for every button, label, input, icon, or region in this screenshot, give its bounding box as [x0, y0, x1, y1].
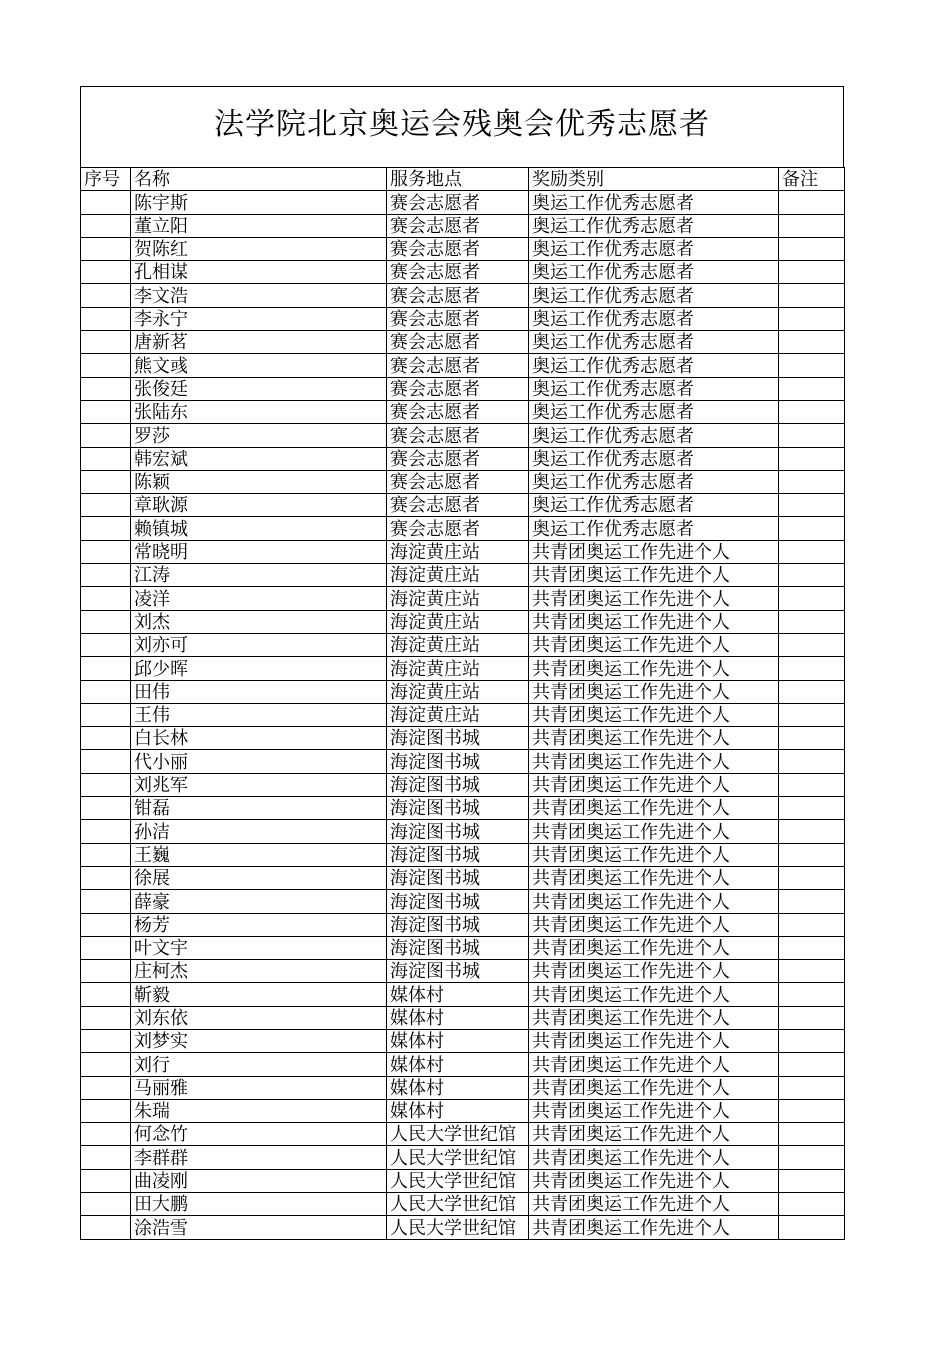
name-cell: 陈颖: [131, 470, 387, 493]
seq-cell: [81, 1123, 131, 1146]
award-cell: 共青团奥运工作先进个人: [529, 1029, 779, 1052]
table-row: [81, 820, 845, 843]
table-row: [81, 983, 845, 1006]
seq-cell: [81, 890, 131, 913]
note-cell: [779, 1076, 845, 1099]
name-cell: 罗莎: [131, 424, 387, 447]
award-cell: 共青团奥运工作先进个人: [529, 1006, 779, 1029]
note-cell: [779, 960, 845, 983]
note-cell: [779, 1053, 845, 1076]
name-cell: 李文浩: [131, 284, 387, 307]
award-cell: 奥运工作优秀志愿者: [529, 354, 779, 377]
award-cell: 共青团奥运工作先进个人: [529, 727, 779, 750]
seq-cell: [81, 470, 131, 493]
name-cell: 唐新茗: [131, 331, 387, 354]
name-cell: 何念竹: [131, 1123, 387, 1146]
table-row: [81, 680, 845, 703]
note-cell: [779, 377, 845, 400]
name-cell: 杨芳: [131, 913, 387, 936]
note-cell: [779, 1146, 845, 1169]
award-cell: 共青团奥运工作先进个人: [529, 820, 779, 843]
note-cell: [779, 1029, 845, 1052]
location-cell: 海淀图书城: [387, 727, 529, 750]
location-cell: 海淀黄庄站: [387, 564, 529, 587]
award-cell: 共青团奥运工作先进个人: [529, 540, 779, 563]
award-cell: 奥运工作优秀志愿者: [529, 331, 779, 354]
note-cell: [779, 610, 845, 633]
location-cell: 海淀黄庄站: [387, 657, 529, 680]
note-cell: [779, 237, 845, 260]
table-row: [81, 773, 845, 796]
name-cell: 张俊廷: [131, 377, 387, 400]
seq-cell: [81, 331, 131, 354]
seq-cell: [81, 191, 131, 214]
name-cell: 庄柯杰: [131, 960, 387, 983]
note-cell: [779, 494, 845, 517]
name-cell: 董立阳: [131, 214, 387, 237]
award-cell: 奥运工作优秀志愿者: [529, 447, 779, 470]
location-cell: 媒体村: [387, 1053, 529, 1076]
note-cell: [779, 773, 845, 796]
table-row: [81, 936, 845, 959]
award-cell: 奥运工作优秀志愿者: [529, 517, 779, 540]
award-cell: 奥运工作优秀志愿者: [529, 261, 779, 284]
note-cell: [779, 1169, 845, 1192]
name-cell: 贺陈红: [131, 237, 387, 260]
note-cell: [779, 424, 845, 447]
table-body: [81, 191, 845, 1239]
location-cell: 赛会志愿者: [387, 261, 529, 284]
location-cell: 赛会志愿者: [387, 191, 529, 214]
note-cell: [779, 750, 845, 773]
location-cell: 赛会志愿者: [387, 377, 529, 400]
table-row: [81, 400, 845, 423]
note-cell: [779, 540, 845, 563]
name-cell: 常晓明: [131, 540, 387, 563]
award-cell: 奥运工作优秀志愿者: [529, 400, 779, 423]
note-cell: [779, 331, 845, 354]
note-cell: [779, 517, 845, 540]
seq-cell: [81, 1006, 131, 1029]
table-row: [81, 633, 845, 656]
seq-cell: [81, 657, 131, 680]
location-cell: 海淀黄庄站: [387, 587, 529, 610]
location-cell: 海淀黄庄站: [387, 680, 529, 703]
table-row: [81, 447, 845, 470]
note-cell: [779, 191, 845, 214]
award-cell: 共青团奥运工作先进个人: [529, 703, 779, 726]
name-cell: 刘杰: [131, 610, 387, 633]
seq-cell: [81, 261, 131, 284]
location-cell: 赛会志愿者: [387, 307, 529, 330]
award-cell: 共青团奥运工作先进个人: [529, 913, 779, 936]
note-cell: [779, 936, 845, 959]
award-cell: 共青团奥运工作先进个人: [529, 680, 779, 703]
document-title: 法学院北京奥运会残奥会优秀志愿者: [214, 107, 710, 142]
location-cell: 海淀图书城: [387, 890, 529, 913]
note-cell: [779, 1099, 845, 1122]
table-row: [81, 1216, 845, 1239]
name-cell: 陈宇斯: [131, 191, 387, 214]
name-cell: 徐展: [131, 866, 387, 889]
note-cell: [779, 587, 845, 610]
location-cell: 海淀图书城: [387, 820, 529, 843]
table-row: [81, 564, 845, 587]
name-cell: 王巍: [131, 843, 387, 866]
note-cell: [779, 913, 845, 936]
location-cell: 人民大学世纪馆: [387, 1193, 529, 1216]
seq-cell: [81, 680, 131, 703]
table-row: [81, 494, 845, 517]
award-cell: 奥运工作优秀志愿者: [529, 191, 779, 214]
table-row: [81, 377, 845, 400]
award-cell: 奥运工作优秀志愿者: [529, 494, 779, 517]
name-cell: 叶文宇: [131, 936, 387, 959]
table-row: [81, 843, 845, 866]
table-row: [81, 1006, 845, 1029]
name-cell: 刘行: [131, 1053, 387, 1076]
award-cell: 奥运工作优秀志愿者: [529, 237, 779, 260]
location-cell: 赛会志愿者: [387, 517, 529, 540]
location-cell: 海淀图书城: [387, 797, 529, 820]
table-row: [81, 913, 845, 936]
location-cell: 媒体村: [387, 983, 529, 1006]
note-cell: [779, 447, 845, 470]
seq-cell: [81, 866, 131, 889]
name-cell: 钳磊: [131, 797, 387, 820]
award-cell: 共青团奥运工作先进个人: [529, 1193, 779, 1216]
award-cell: 共青团奥运工作先进个人: [529, 1053, 779, 1076]
location-cell: 人民大学世纪馆: [387, 1146, 529, 1169]
seq-cell: [81, 610, 131, 633]
document-sheet: [80, 86, 844, 1240]
table-row: [81, 750, 845, 773]
volunteer-table: [80, 167, 845, 1240]
seq-cell: [81, 1076, 131, 1099]
note-cell: [779, 400, 845, 423]
table-row: [81, 540, 845, 563]
award-cell: 奥运工作优秀志愿者: [529, 377, 779, 400]
header-award: 奖励类别: [529, 168, 779, 191]
location-cell: 海淀黄庄站: [387, 610, 529, 633]
table-row: [81, 1076, 845, 1099]
note-cell: [779, 657, 845, 680]
award-cell: 共青团奥运工作先进个人: [529, 1076, 779, 1099]
name-cell: 孔相谋: [131, 261, 387, 284]
location-cell: 赛会志愿者: [387, 214, 529, 237]
title-box: [80, 86, 844, 168]
name-cell: 靳毅: [131, 983, 387, 1006]
award-cell: 共青团奥运工作先进个人: [529, 983, 779, 1006]
seq-cell: [81, 1193, 131, 1216]
award-cell: 共青团奥运工作先进个人: [529, 866, 779, 889]
note-cell: [779, 703, 845, 726]
table-row: [81, 1146, 845, 1169]
table-row: [81, 307, 845, 330]
name-cell: 曲凌刚: [131, 1169, 387, 1192]
name-cell: 朱瑞: [131, 1099, 387, 1122]
table-row: [81, 470, 845, 493]
name-cell: 江涛: [131, 564, 387, 587]
location-cell: 海淀图书城: [387, 866, 529, 889]
note-cell: [779, 633, 845, 656]
name-cell: 代小丽: [131, 750, 387, 773]
award-cell: 共青团奥运工作先进个人: [529, 610, 779, 633]
header-note: 备注: [779, 168, 845, 191]
name-cell: 田大鹏: [131, 1193, 387, 1216]
note-cell: [779, 890, 845, 913]
note-cell: [779, 843, 845, 866]
seq-cell: [81, 447, 131, 470]
name-cell: 刘亦可: [131, 633, 387, 656]
name-cell: 赖镇城: [131, 517, 387, 540]
location-cell: 海淀黄庄站: [387, 540, 529, 563]
award-cell: 共青团奥运工作先进个人: [529, 843, 779, 866]
seq-cell: [81, 913, 131, 936]
table-row: [81, 1029, 845, 1052]
table-row: [81, 261, 845, 284]
award-cell: 奥运工作优秀志愿者: [529, 284, 779, 307]
note-cell: [779, 797, 845, 820]
header-seq: 序号: [81, 168, 131, 191]
seq-cell: [81, 307, 131, 330]
table-row: [81, 1099, 845, 1122]
table-row: [81, 890, 845, 913]
seq-cell: [81, 960, 131, 983]
award-cell: 共青团奥运工作先进个人: [529, 1123, 779, 1146]
seq-cell: [81, 936, 131, 959]
location-cell: 媒体村: [387, 1076, 529, 1099]
award-cell: 共青团奥运工作先进个人: [529, 1146, 779, 1169]
table-header-row: [81, 168, 845, 191]
award-cell: 共青团奥运工作先进个人: [529, 797, 779, 820]
name-cell: 田伟: [131, 680, 387, 703]
seq-cell: [81, 633, 131, 656]
table-row: [81, 727, 845, 750]
table-row: [81, 1123, 845, 1146]
note-cell: [779, 564, 845, 587]
award-cell: 共青团奥运工作先进个人: [529, 1216, 779, 1239]
location-cell: 海淀图书城: [387, 843, 529, 866]
seq-cell: [81, 797, 131, 820]
table-row: [81, 960, 845, 983]
name-cell: 涂浩雪: [131, 1216, 387, 1239]
location-cell: 赛会志愿者: [387, 424, 529, 447]
seq-cell: [81, 1169, 131, 1192]
award-cell: 共青团奥运工作先进个人: [529, 587, 779, 610]
location-cell: 海淀图书城: [387, 750, 529, 773]
location-cell: 媒体村: [387, 1006, 529, 1029]
location-cell: 人民大学世纪馆: [387, 1216, 529, 1239]
note-cell: [779, 470, 845, 493]
name-cell: 刘兆军: [131, 773, 387, 796]
seq-cell: [81, 237, 131, 260]
seq-cell: [81, 494, 131, 517]
seq-cell: [81, 540, 131, 563]
award-cell: 奥运工作优秀志愿者: [529, 424, 779, 447]
name-cell: 章耿源: [131, 494, 387, 517]
name-cell: 邱少晖: [131, 657, 387, 680]
location-cell: 赛会志愿者: [387, 400, 529, 423]
note-cell: [779, 1216, 845, 1239]
table-row: [81, 214, 845, 237]
seq-cell: [81, 564, 131, 587]
award-cell: 共青团奥运工作先进个人: [529, 773, 779, 796]
table-row: [81, 354, 845, 377]
location-cell: 海淀黄庄站: [387, 633, 529, 656]
note-cell: [779, 866, 845, 889]
seq-cell: [81, 983, 131, 1006]
location-cell: 赛会志愿者: [387, 494, 529, 517]
table-row: [81, 657, 845, 680]
seq-cell: [81, 843, 131, 866]
table-row: [81, 331, 845, 354]
location-cell: 海淀黄庄站: [387, 703, 529, 726]
award-cell: 共青团奥运工作先进个人: [529, 890, 779, 913]
name-cell: 刘梦实: [131, 1029, 387, 1052]
note-cell: [779, 214, 845, 237]
name-cell: 刘东依: [131, 1006, 387, 1029]
table-row: [81, 610, 845, 633]
table-row: [81, 517, 845, 540]
seq-cell: [81, 773, 131, 796]
table-row: [81, 1193, 845, 1216]
seq-cell: [81, 1216, 131, 1239]
note-cell: [779, 1006, 845, 1029]
location-cell: 赛会志愿者: [387, 284, 529, 307]
award-cell: 共青团奥运工作先进个人: [529, 657, 779, 680]
seq-cell: [81, 377, 131, 400]
award-cell: 奥运工作优秀志愿者: [529, 470, 779, 493]
name-cell: 马丽雅: [131, 1076, 387, 1099]
note-cell: [779, 307, 845, 330]
location-cell: 媒体村: [387, 1099, 529, 1122]
seq-cell: [81, 214, 131, 237]
award-cell: 共青团奥运工作先进个人: [529, 936, 779, 959]
seq-cell: [81, 727, 131, 750]
location-cell: 海淀图书城: [387, 960, 529, 983]
award-cell: 共青团奥运工作先进个人: [529, 1099, 779, 1122]
location-cell: 赛会志愿者: [387, 354, 529, 377]
note-cell: [779, 354, 845, 377]
table-row: [81, 424, 845, 447]
note-cell: [779, 680, 845, 703]
location-cell: 海淀图书城: [387, 913, 529, 936]
location-cell: 人民大学世纪馆: [387, 1123, 529, 1146]
seq-cell: [81, 1099, 131, 1122]
award-cell: 共青团奥运工作先进个人: [529, 1169, 779, 1192]
table-row: [81, 797, 845, 820]
award-cell: 共青团奥运工作先进个人: [529, 750, 779, 773]
table-row: [81, 237, 845, 260]
note-cell: [779, 983, 845, 1006]
name-cell: 孙洁: [131, 820, 387, 843]
location-cell: 赛会志愿者: [387, 237, 529, 260]
award-cell: 奥运工作优秀志愿者: [529, 307, 779, 330]
seq-cell: [81, 424, 131, 447]
seq-cell: [81, 1029, 131, 1052]
seq-cell: [81, 284, 131, 307]
award-cell: 共青团奥运工作先进个人: [529, 564, 779, 587]
name-cell: 白长林: [131, 727, 387, 750]
seq-cell: [81, 820, 131, 843]
seq-cell: [81, 587, 131, 610]
table-row: [81, 1053, 845, 1076]
table-row: [81, 191, 845, 214]
location-cell: 赛会志愿者: [387, 447, 529, 470]
location-cell: 赛会志愿者: [387, 331, 529, 354]
location-cell: 赛会志愿者: [387, 470, 529, 493]
note-cell: [779, 261, 845, 284]
note-cell: [779, 820, 845, 843]
header-location: 服务地点: [387, 168, 529, 191]
award-cell: 奥运工作优秀志愿者: [529, 214, 779, 237]
seq-cell: [81, 750, 131, 773]
name-cell: 凌洋: [131, 587, 387, 610]
name-cell: 韩宏斌: [131, 447, 387, 470]
table-row: [81, 587, 845, 610]
location-cell: 媒体村: [387, 1029, 529, 1052]
note-cell: [779, 727, 845, 750]
table-row: [81, 1169, 845, 1192]
name-cell: 李群群: [131, 1146, 387, 1169]
name-cell: 李永宁: [131, 307, 387, 330]
name-cell: 薛豪: [131, 890, 387, 913]
award-cell: 共青团奥运工作先进个人: [529, 960, 779, 983]
table-row: [81, 866, 845, 889]
seq-cell: [81, 1146, 131, 1169]
seq-cell: [81, 354, 131, 377]
location-cell: 海淀图书城: [387, 936, 529, 959]
name-cell: 王伟: [131, 703, 387, 726]
note-cell: [779, 1123, 845, 1146]
note-cell: [779, 284, 845, 307]
name-cell: 熊文彧: [131, 354, 387, 377]
location-cell: 海淀图书城: [387, 773, 529, 796]
table-row: [81, 284, 845, 307]
seq-cell: [81, 1053, 131, 1076]
seq-cell: [81, 703, 131, 726]
name-cell: 张陆东: [131, 400, 387, 423]
header-name: 名称: [131, 168, 387, 191]
seq-cell: [81, 517, 131, 540]
table-row: [81, 703, 845, 726]
seq-cell: [81, 400, 131, 423]
location-cell: 人民大学世纪馆: [387, 1169, 529, 1192]
award-cell: 共青团奥运工作先进个人: [529, 633, 779, 656]
note-cell: [779, 1193, 845, 1216]
